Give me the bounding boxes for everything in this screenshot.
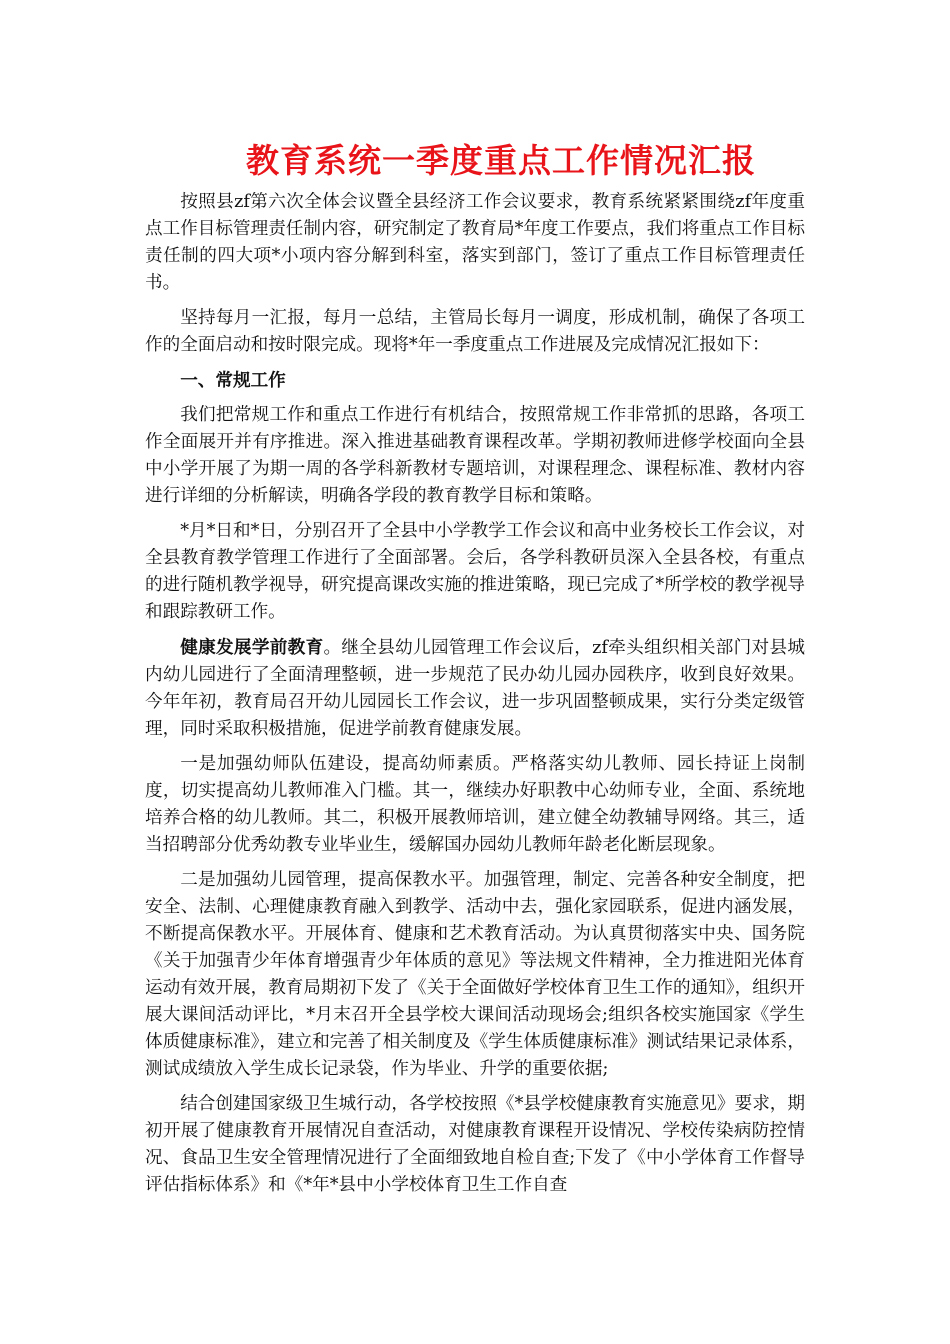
document-title: 教育系统一季度重点工作情况汇报 — [246, 141, 756, 180]
paragraph-intro: 按照县zf第六次全体会议暨全县经济工作会议要求，教育系统紧紧围绕zf年度重点工作目标管理责任制内容，研究制定了教育局*年度工作要点，我们将重点工作目标责任制的四大项*小项内容分解到科室，落实到部门，签订了重点工作目标管理责任书。 — [145, 192, 805, 293]
paragraph-preschool-education — [145, 634, 805, 743]
paragraph-teaching-meetings: *月*日和*日，分别召开了全县中小学教学工作会议和高中业务校长工作会议，对全县教育教学管理工作进行了全面部署。会后，各学科教研员深入全县各校，有重点的进行随机教学视导，研究提高课改实施的推进策略，现已完成了*所学校的教学视导和跟踪教研工作。 — [145, 521, 805, 622]
paragraph-reporting: 坚持每月一汇报，每月一总结，主管局长每月一调度，形成机制，确保了各项工作的全面启动和按时限完成。现将*年一季度重点工作进展及完成情况汇报如下： — [145, 308, 805, 355]
paragraph-health-education: 结合创建国家级卫生城行动，各学校按照《*县学校健康教育实施意见》要求，期初开展了健康教育开展情况自查活动，对健康教育课程开设情况、学校传染病防控情况、食品卫生安全管理情况进行了全面细致地自检自查;下发了《中小学体育工作督导评估指标体系》和《*年*县中小学校体育卫生工作自查 — [145, 1094, 805, 1195]
paragraph-teacher-team: 一是加强幼师队伍建设，提高幼师素质。严格落实幼儿教师、园长持证上岗制度，切实提高幼儿教师准入门槛。其一，继续办好职教中心幼师专业，全面、系统地培养合格的幼儿教师。其二，积极开展教师培训，建立健全幼教辅导网络。其三，适当招聘部分优秀幼教专业毕业生，缓解国办园幼儿教师年龄老化断层现象。 — [145, 754, 805, 855]
section-heading-routine-work: 一、常规工作 — [180, 370, 286, 391]
paragraph-preschool-text: 。继全县幼儿园管理工作会议后，zf牵头组织相关部门对县城内幼儿园进行了全面清理整顿，进一步规范了民办幼儿园办园秩序，收到良好效果。今年年初，教育局召开幼儿园园长工作会议，进一步巩固整顿成果，实行分类定级管理，同时采取积极措施，促进学前教育健康发展。 — [145, 638, 805, 739]
paragraph-curriculum-reform: 我们把常规工作和重点工作进行有机结合，按照常规工作非常抓的思路，各项工作全面展开并有序推进。深入推进基础教育课程改革。学期初教师进修学校面向全县中小学开展了为期一周的各学科新教材专题培训，对课程理念、课程标准、教材内容进行详细的分析解读，明确各学段的教育教学目标和策略。 — [145, 405, 805, 506]
document-body — [145, 189, 805, 1207]
paragraph-kindergarten-management: 二是加强幼儿园管理，提高保教水平。加强管理，制定、完善各种安全制度，把安全、法制、心理健康教育融入到教学、活动中去，强化家园联系，促进内涵发展，不断提高保教水平。开展体育、健康和艺术教育活动。为认真贯彻落实中央、国务院《关于加强青少年体育增强青少年体质的意见》等法规文件精神，全力推进阳光体育运动有效开展，教育局期初下发了《关于全面做好学校体育卫生工作的通知》，组织开展大课间活动评比，*月末召开全县学校大课间活动现场会;组织各校实施国家《学生体质健康标准》，建立和完善了相关制度及《学生体质健康标准》测试结果记录体系，测试成绩放入学生成长记录袋，作为毕业、升学的重要依据; — [145, 870, 805, 1079]
paragraph-lead-preschool: 健康发展学前教育 — [180, 637, 324, 658]
